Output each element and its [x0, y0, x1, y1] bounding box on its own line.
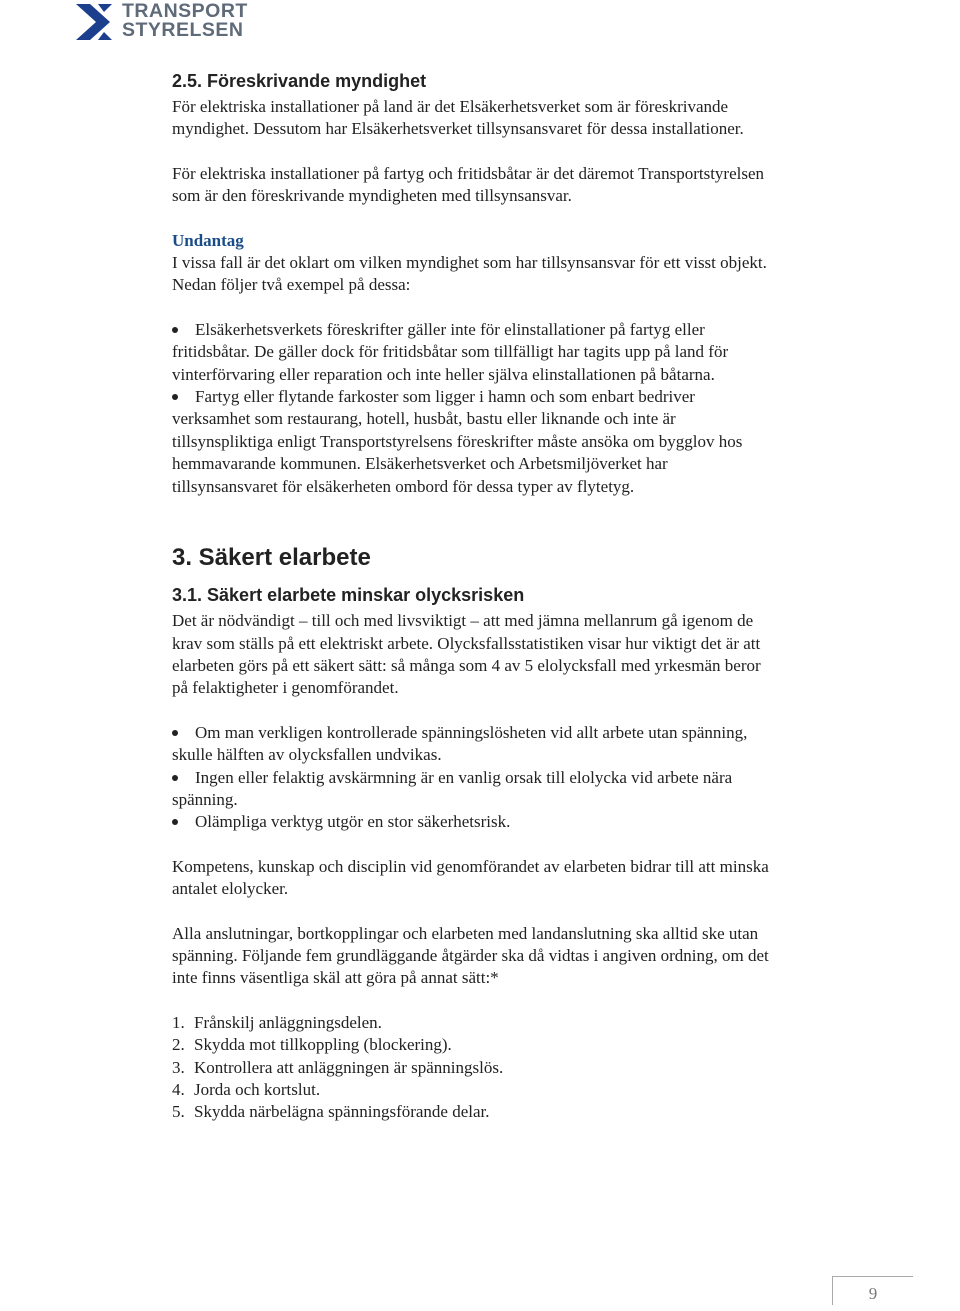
logo-mark-icon	[76, 2, 116, 42]
list-item	[172, 767, 772, 812]
list-item-text: Ingen eller felaktig avskärmning är en vanlig orsak till elolycka vid arbete nära spänning.	[172, 767, 733, 809]
section-3-1-paragraph-2: Kompetens, kunskap och disciplin vid genomförandet av elarbeten bidrar till att minska antalet elolycker.	[172, 856, 769, 899]
logo-wordmark	[122, 2, 248, 40]
list-item-text: Olämpliga verktyg utgör en stor säkerhetsrisk.	[195, 812, 511, 832]
bullet-icon	[172, 775, 178, 781]
safety-steps-list	[172, 1012, 772, 1124]
section-2-5-paragraph-2: För elektriska installationer på fartyg och fritidsbåtar är det däremot Transportstyrelsen som är den föreskrivande myndigheten med tillsynsansvar.	[172, 163, 765, 206]
step-text: Jorda och kortslut.	[194, 1080, 321, 1099]
exception-list	[172, 319, 772, 498]
step-text: Skydda mot tillkoppling (blockering).	[194, 1035, 452, 1055]
step-item	[172, 1057, 772, 1079]
section-2-5-paragraph-1: För elektriska installationer på land är det Elsäkerhetsverket som är föreskrivande myndighet. Dessutom har Elsäkerhetsverket tillsynsansvaret för dessa installationer.	[172, 97, 744, 139]
transportstyrelsen-logo	[76, 2, 246, 44]
bullet-icon	[172, 394, 178, 400]
step-text: Skydda närbelägna spänningsförande delar.	[194, 1102, 490, 1122]
undantag-heading: Undantag	[172, 230, 244, 250]
list-item	[172, 811, 772, 833]
list-item-text: Elsäkerhetsverkets föreskrifter gäller inte för elinstallationer på fartyg eller fritidsbåtar. De gäller dock för fritidsbåtar som tillfälligt har tagits upp på land för vinterförvaring eller reparation och inte heller själva elinstallationen på båtarna.	[172, 319, 729, 384]
step-item	[172, 1012, 772, 1034]
step-item	[172, 1079, 772, 1101]
list-item-text: Fartyg eller flytande farkoster som ligger i hamn och som enbart bedriver verksamhet som restaurang, hotell, husbåt, bastu eller liknande och inte är tillsynspliktiga enligt Transportstyrelsens föreskrifter måste ansöka om bygglov hos hemmavarande kommunen. Elsäkerhetsverket och Arbetsmiljöverket har tillsynsansvaret för elsäkerheten ombord för dessa typer av flytetyg.	[172, 387, 743, 496]
section-3-heading: 3. Säkert elarbete	[172, 544, 371, 572]
step-number: 3.	[172, 1057, 185, 1077]
list-item	[172, 386, 772, 498]
page-content	[172, 70, 772, 1124]
step-number: 4.	[172, 1080, 185, 1099]
step-number: 1.	[172, 1012, 185, 1032]
step-text: Kontrollera att anläggningen är spänningslös.	[194, 1057, 504, 1077]
bullet-icon	[172, 819, 178, 825]
step-item	[172, 1034, 772, 1056]
page-number: 9	[832, 1276, 913, 1305]
section-2-5-heading: 2.5. Föreskrivande myndighet	[172, 71, 427, 91]
section-3-1-paragraph-1: Det är nödvändigt – till och med livsviktigt – att med jämna mellanrum gå igenom de krav som ställs på ett elektriskt arbete. Olycksfallsstatistiken visar hur viktigt det är att elarbeten görs på ett säkert sätt: så många som 4 av 5 elolycksfall med yrkesmän beror på felaktigheter i genomförandet.	[172, 611, 761, 698]
step-number: 2.	[172, 1035, 185, 1055]
section-3-1-heading: 3.1. Säkert elarbete minskar olycksrisken	[172, 585, 525, 606]
accident-facts-list	[172, 722, 772, 834]
step-number: 5.	[172, 1102, 185, 1122]
bullet-icon	[172, 327, 178, 333]
step-item	[172, 1101, 772, 1123]
section-3-1-paragraph-3: Alla anslutningar, bortkopplingar och elarbeten med landanslutning ska alltid ske utan spänning. Följande fem grundläggande åtgärder ska då vidtas i angiven ordning, om det inte finns väsentliga skäl att göra på annat sätt:*	[172, 923, 769, 988]
section-2-5-paragraph-3: I vissa fall är det oklart om vilken myndighet som har tillsynsansvar för ett visst objekt. Nedan följer två exempel på dessa:	[172, 253, 767, 295]
list-item	[172, 722, 772, 767]
list-item	[172, 319, 772, 386]
step-text: Frånskilj anläggningsdelen.	[194, 1012, 382, 1032]
logo-line2: STYRELSEN	[122, 19, 244, 41]
bullet-icon	[172, 730, 178, 736]
list-item-text: Om man verkligen kontrollerade spänningslösheten vid allt arbete utan spänning, skulle hälften av olycksfallen undvikas.	[172, 722, 748, 765]
logo-line1: TRANSPORT	[122, 0, 248, 22]
